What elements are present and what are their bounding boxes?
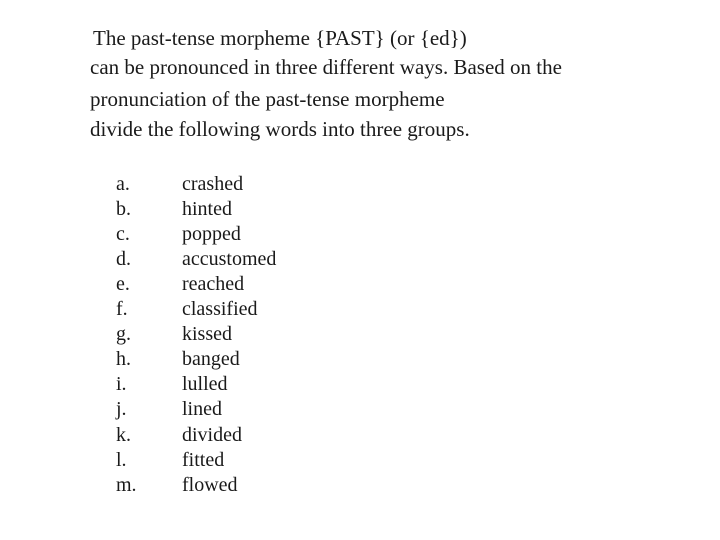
item-word: lulled	[182, 373, 228, 395]
item-letter: l.	[116, 449, 127, 471]
item-letter: a.	[116, 173, 130, 195]
item-word: reached	[182, 273, 245, 295]
item-word: kissed	[182, 323, 232, 345]
instructions-line-1: The past-tense morpheme {PAST} (or {ed})	[93, 26, 467, 50]
item-word: flowed	[182, 474, 238, 496]
item-word: accustomed	[182, 248, 277, 270]
item-word: banged	[182, 348, 240, 370]
item-letter: c.	[116, 223, 130, 245]
list-item	[116, 197, 436, 222]
item-letter: f.	[116, 298, 128, 320]
list-item	[116, 272, 436, 297]
item-letter: k.	[116, 424, 131, 446]
item-letter: i.	[116, 373, 127, 395]
item-word: fitted	[182, 449, 225, 471]
item-word: popped	[182, 223, 241, 245]
item-letter: d.	[116, 248, 131, 270]
list-item	[116, 322, 436, 347]
item-letter: b.	[116, 198, 131, 220]
item-letter: g.	[116, 323, 131, 345]
item-word: crashed	[182, 173, 244, 195]
item-word: hinted	[182, 198, 232, 220]
list-item	[116, 347, 436, 372]
item-letter: j.	[116, 398, 127, 420]
item-letter: e.	[116, 273, 130, 295]
list-item	[116, 473, 436, 498]
list-item	[116, 297, 436, 322]
instructions-line-4: divide the following words into three groups.	[90, 117, 470, 141]
item-word: classified	[182, 298, 258, 320]
item-word: divided	[182, 424, 242, 446]
list-item	[116, 448, 436, 473]
list-item	[116, 222, 436, 247]
list-item	[116, 247, 436, 272]
list-item	[116, 372, 436, 397]
instructions-line-2: can be pronounced in three different ways. Based on the	[90, 55, 562, 79]
list-item	[116, 172, 436, 197]
instructions-line-3: pronunciation of the past-tense morpheme	[90, 87, 445, 111]
item-letter: m.	[116, 474, 137, 496]
item-letter: h.	[116, 348, 131, 370]
list-item	[116, 423, 436, 448]
list-item	[116, 397, 436, 422]
item-word: lined	[182, 398, 222, 420]
